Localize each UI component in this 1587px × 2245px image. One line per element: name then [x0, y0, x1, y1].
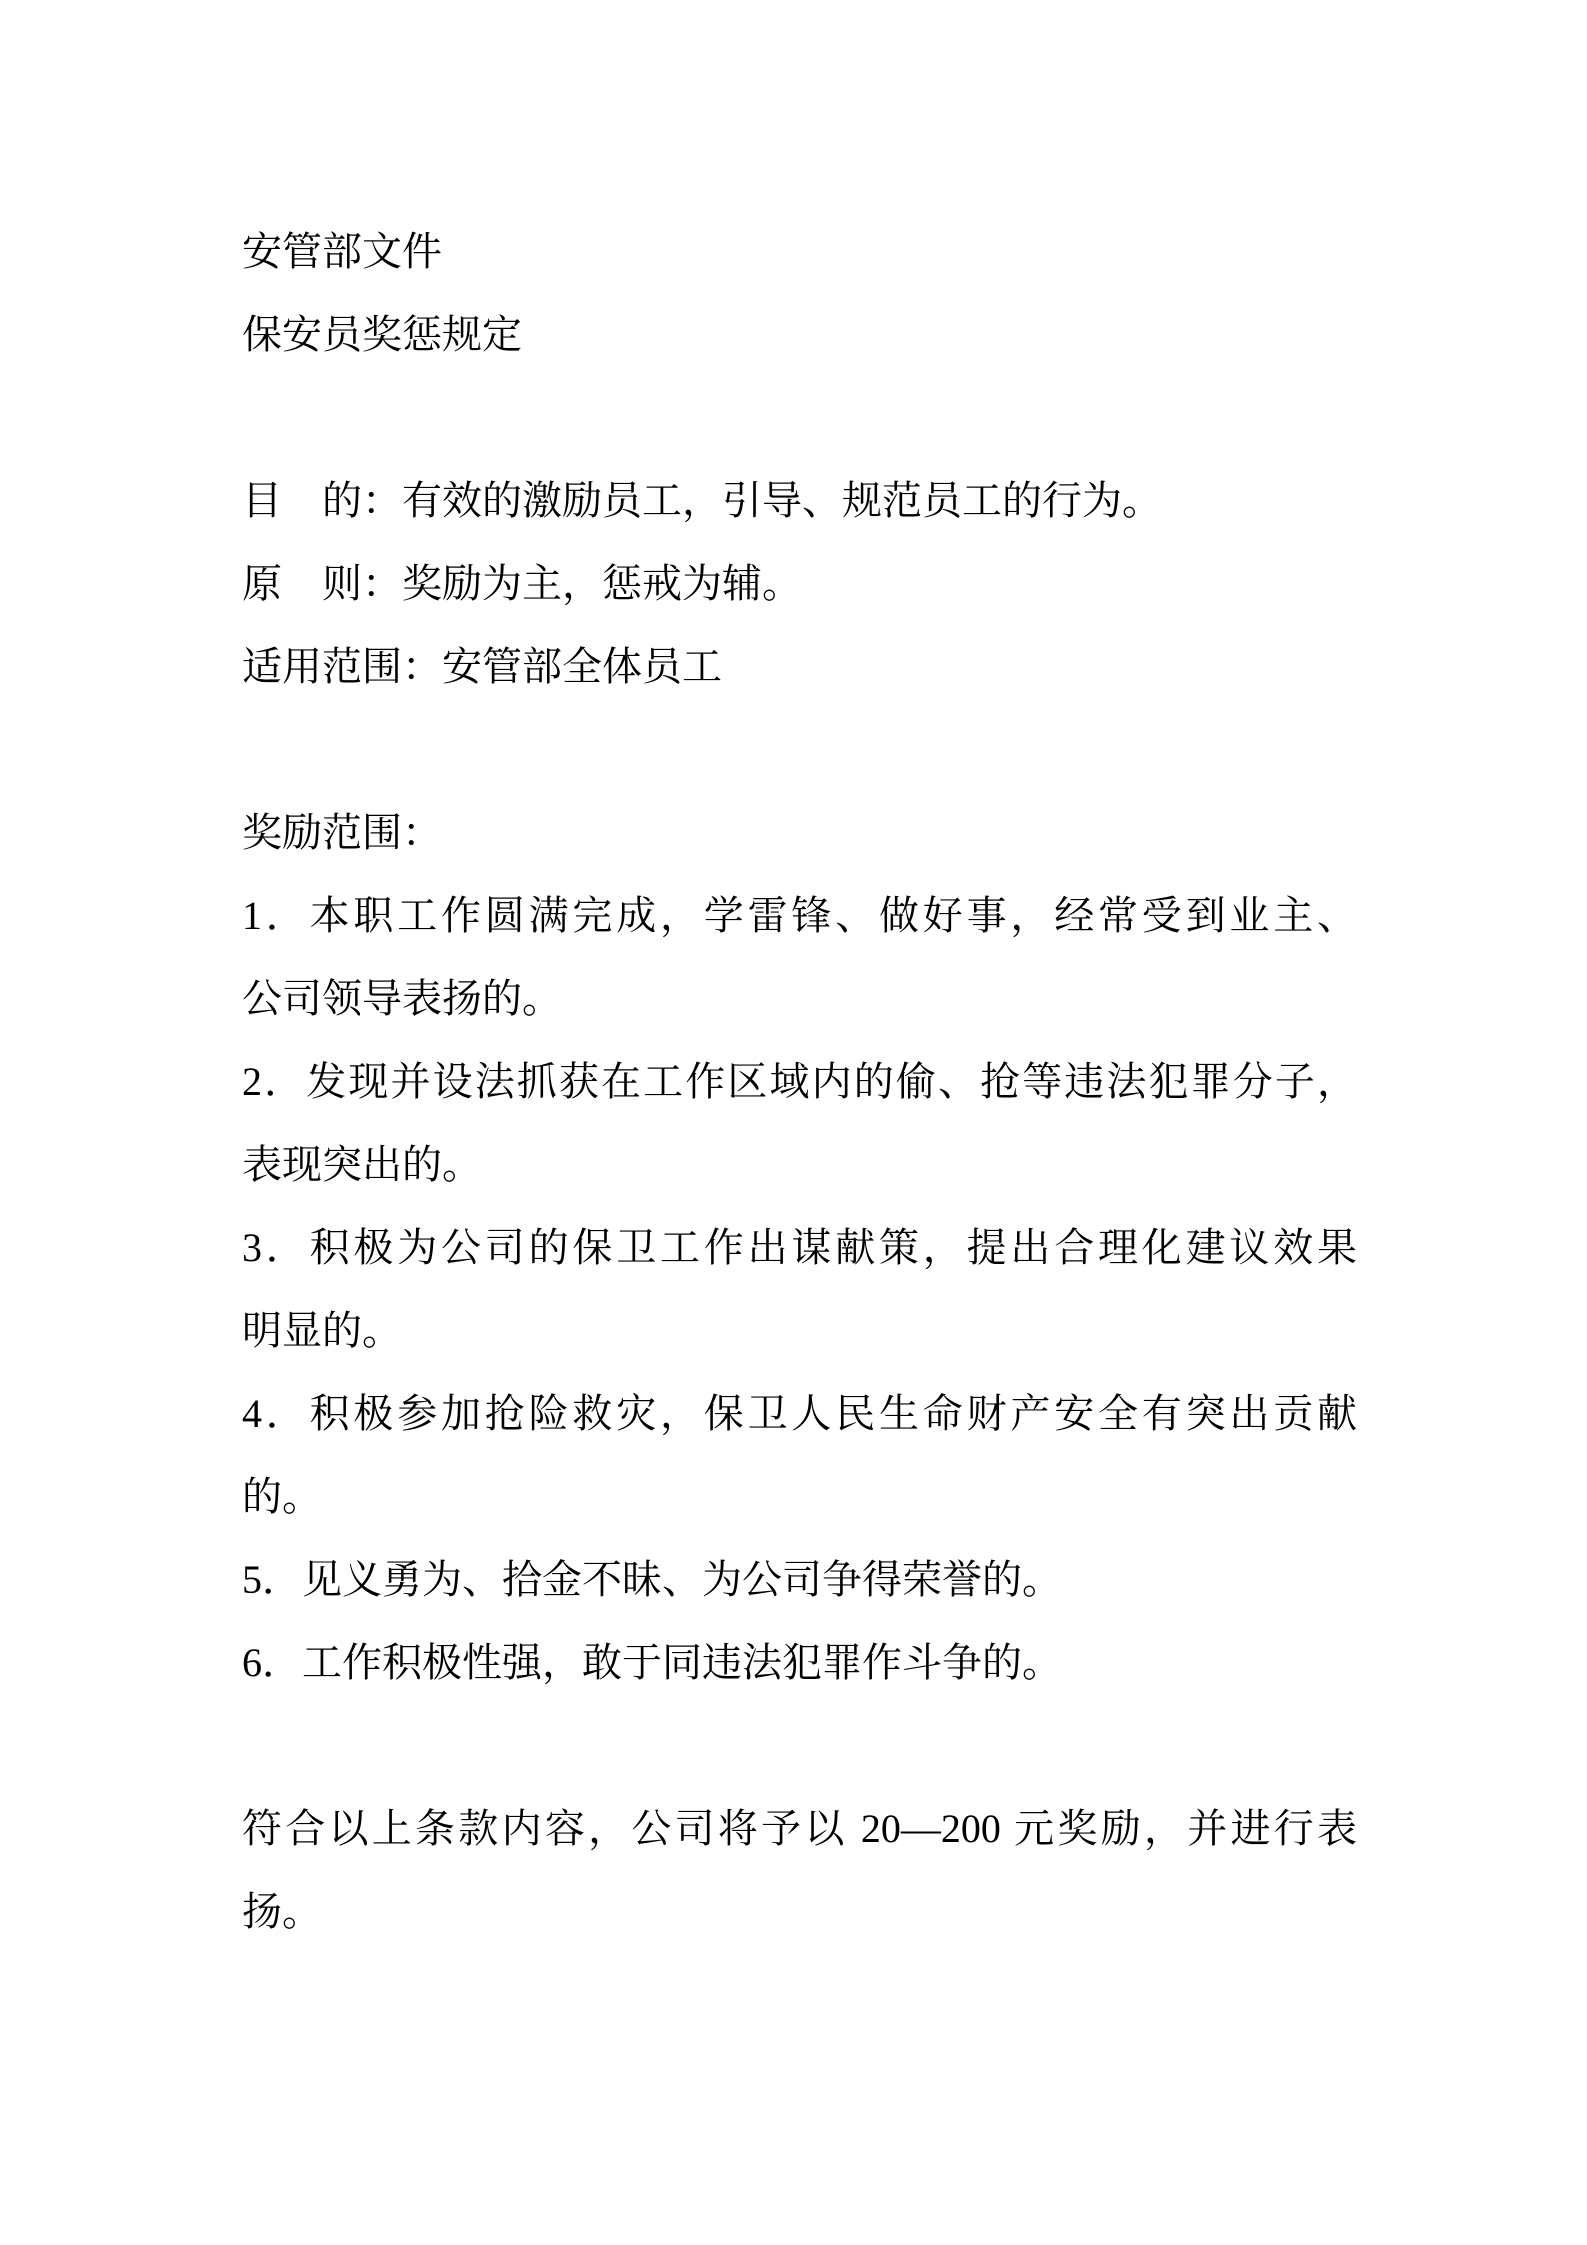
reward-item-2-cont: 表现突出的。	[242, 1142, 482, 1187]
purpose-line: 目 的：有效的激励员工，引导、规范员工的行为。	[242, 478, 1162, 523]
rewards-heading: 奖励范围：	[242, 810, 442, 855]
department-heading: 安管部文件	[242, 229, 442, 274]
reward-item-4: 4．积极参加抢险救灾，保卫人民生命财产安全有突出贡献	[242, 1391, 1357, 1436]
spacer	[242, 376, 1357, 459]
reward-item-6: 6．工作积极性强，敢于同违法犯罪作斗争的。	[242, 1640, 1062, 1685]
reward-item-2: 2．发现并设法抓获在工作区域内的偷、抢等违法犯罪分子，	[242, 1059, 1357, 1104]
principle-line: 原 则：奖励为主，惩戒为辅。	[242, 561, 802, 606]
scope-line: 适用范围：安管部全体员工	[242, 644, 722, 689]
reward-item-3-cont: 明显的。	[242, 1308, 402, 1353]
reward-item-3: 3．积极为公司的保卫工作出谋献策，提出合理化建议效果	[242, 1225, 1357, 1270]
document-title: 保安员奖惩规定	[242, 312, 522, 357]
conclusion-line-cont: 扬。	[242, 1889, 322, 1934]
reward-item-1: 1．本职工作圆满完成，学雷锋、做好事，经常受到业主、	[242, 893, 1357, 938]
spacer	[242, 708, 1357, 791]
document-page	[242, 210, 1357, 1953]
reward-item-5: 5．见义勇为、拾金不昧、为公司争得荣誉的。	[242, 1557, 1062, 1602]
reward-item-4-cont: 的。	[242, 1474, 322, 1519]
conclusion-line: 符合以上条款内容，公司将予以 20—200 元奖励，并进行表	[242, 1806, 1357, 1851]
spacer	[242, 1704, 1357, 1787]
reward-item-1-cont: 公司领导表扬的。	[242, 976, 562, 1021]
